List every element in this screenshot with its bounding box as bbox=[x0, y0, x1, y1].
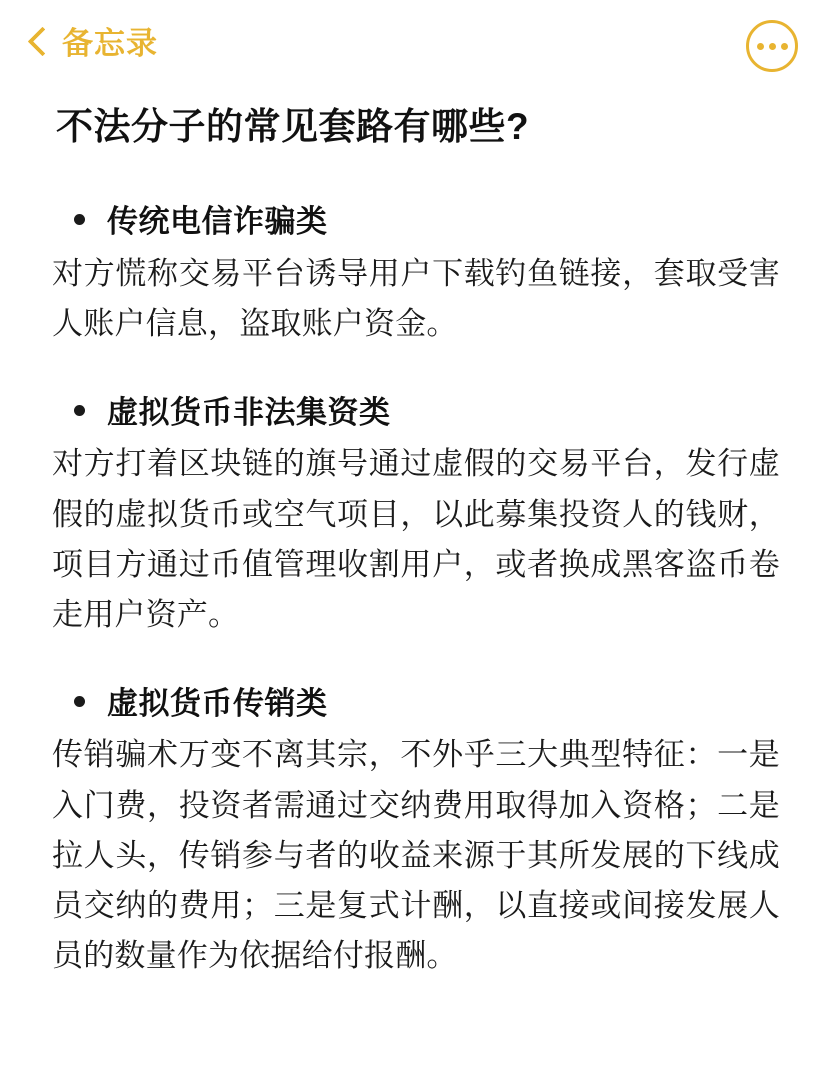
top-navigation-bar bbox=[0, 0, 828, 86]
note-content bbox=[0, 104, 828, 982]
note-section-2 bbox=[52, 393, 780, 640]
bullet-dot-icon bbox=[74, 405, 85, 416]
bullet-heading-3 bbox=[52, 684, 780, 724]
more-dot-1 bbox=[757, 43, 764, 50]
bullet-heading-1 bbox=[52, 202, 780, 242]
bullet-dot-icon bbox=[74, 696, 85, 707]
page-title: 不法分子的常见套路有哪些? bbox=[56, 106, 530, 147]
bullet-heading-2 bbox=[52, 393, 780, 433]
more-options-button[interactable] bbox=[746, 20, 798, 72]
section-heading-label: 虚拟货币非法集资类 bbox=[107, 394, 391, 430]
section-body-text: 对方打着区块链的旗号通过虚假的交易平台，发行虚假的虚拟货币或空气项目，以此募集投资人的钱财，项目方通过币值管理收割用户，或者换成黑客盗币卷走用户资产。 bbox=[52, 446, 780, 632]
note-section-1 bbox=[52, 202, 780, 349]
section-heading-label: 虚拟货币传销类 bbox=[107, 686, 328, 722]
note-section-3 bbox=[52, 684, 780, 981]
section-body-text: 对方慌称交易平台诱导用户下载钓鱼链接，套取受害人账户信息，盗取账户资金。 bbox=[52, 255, 780, 341]
more-dot-2 bbox=[769, 43, 776, 50]
chevron-left-icon[interactable] bbox=[26, 23, 52, 63]
section-heading-label: 传统电信诈骗类 bbox=[107, 204, 328, 240]
section-body-text: 传销骗术万变不离其宗，不外乎三大典型特征：一是入门费，投资者需通过交纳费用取得加入资格；二是拉人头，传销参与者的收益来源于其所发展的下线成员交纳的费用；三是复式计酬，以直接或间接发展人员的数量作为依据给付报酬。 bbox=[52, 737, 780, 974]
back-button-label: 备忘录 bbox=[62, 25, 158, 61]
bullet-dot-icon bbox=[74, 214, 85, 225]
more-dot-3 bbox=[781, 43, 788, 50]
back-button[interactable] bbox=[26, 23, 158, 63]
